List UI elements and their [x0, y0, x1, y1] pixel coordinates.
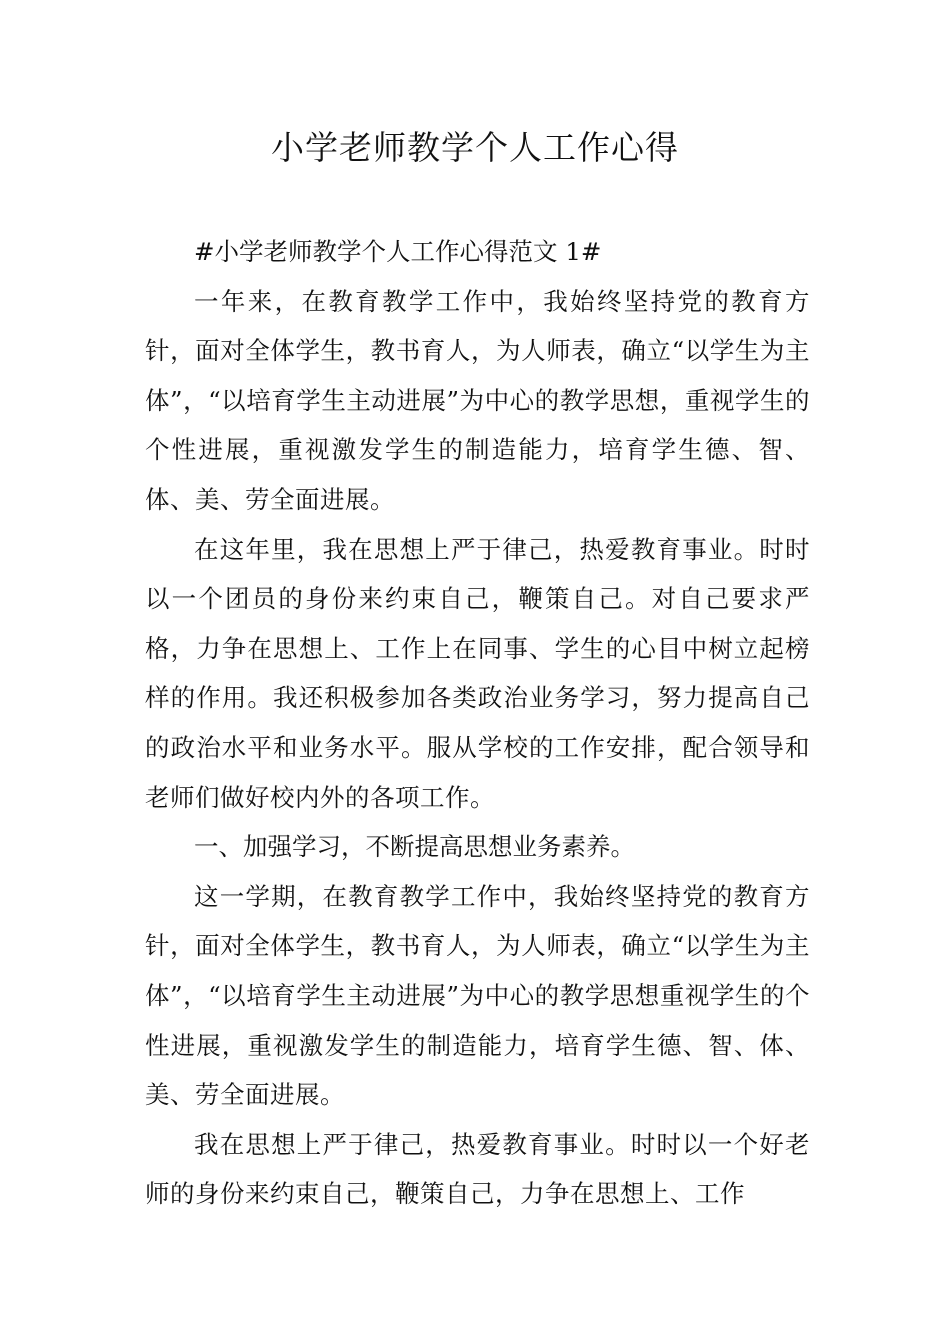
- paragraph: 一年来，在教育教学工作中，我始终坚持党的教育方针，面对全体学生，教书育人，为人师表，确立“以学生为主体”，“以培育学生主动进展”为中心的教学思想，重视学生的个性进展，重视激发学生的制造能力，培育学生德、智、体、美、劳全面进展。: [145, 286, 810, 514]
- paragraph: 这一学期，在教育教学工作中，我始终坚持党的教育方针，面对全体学生，教书育人，为人师表，确立“以学生为主体”，“以培育学生主动进展”为中心的教学思想重视学生的个性进展，重视激发学生的制造能力，培育学生德、智、体、美、劳全面进展。: [145, 881, 810, 1110]
- document-body: [145, 227, 810, 1219]
- section-heading-sample-1: #小学老师教学个人工作心得范文 1#: [194, 237, 602, 266]
- paragraph: 在这年里，我在思想上严于律己，热爱教育事业。时时以一个团员的身份来约束自己，鞭策自己。对自己要求严格，力争在思想上、工作上在同事、学生的心目中树立起榜样的作用。我还积极参加各类政治业务学习，努力提高自己的政治水平和业务水平。服从学校的工作安排，配合领导和老师们做好校内外的各项工作。: [145, 534, 810, 812]
- paragraph: 我在思想上严于律己，热爱教育事业。时时以一个好老师的身份来约束自己，鞭策自己，力争在思想上、工作: [145, 1129, 810, 1209]
- document-title: 小学老师教学个人工作心得: [271, 128, 679, 167]
- section-heading-learning: 一、加强学习，不断提高思想业务素养。: [194, 832, 635, 862]
